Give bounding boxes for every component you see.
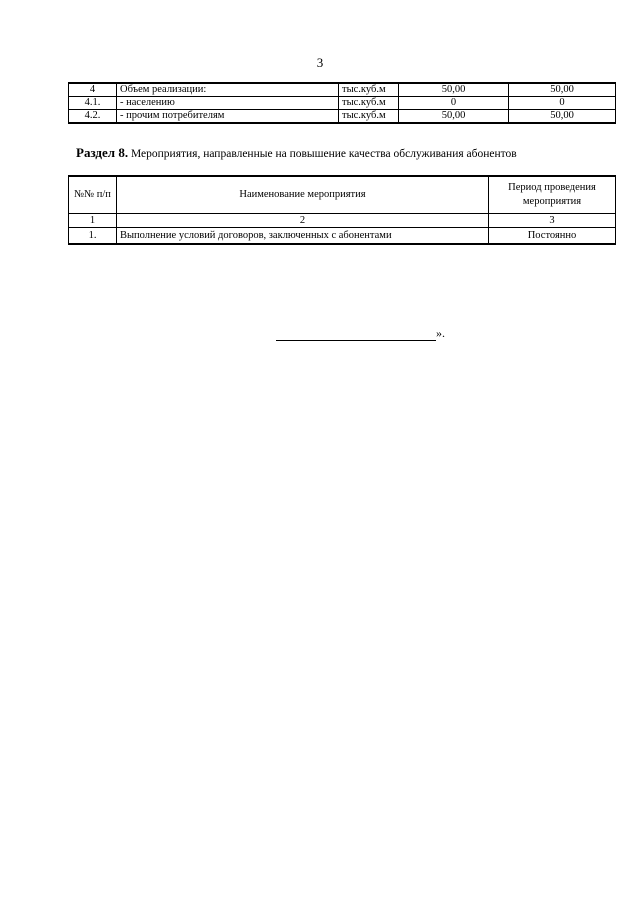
header-period: Период проведения мероприятия — [489, 176, 616, 214]
row-value-2: 0 — [509, 97, 616, 110]
row-value-1: 50,00 — [399, 83, 509, 97]
section-8-heading — [76, 146, 517, 161]
row-name: - прочим потребителям — [117, 110, 339, 124]
row-number: 1. — [69, 228, 117, 245]
row-unit: тыс.куб.м — [339, 110, 399, 124]
row-number: 4.2. — [69, 110, 117, 124]
page-number: 3 — [316, 55, 324, 70]
row-name: Выполнение условий договоров, заключенных с абонентами — [117, 228, 489, 245]
table-row — [69, 110, 616, 124]
table-row — [69, 228, 616, 245]
row-name: Объем реализации: — [117, 83, 339, 97]
row-value-1: 0 — [399, 97, 509, 110]
row-period: Постоянно — [489, 228, 616, 245]
row-number: 4 — [69, 83, 117, 97]
row-value-2: 50,00 — [509, 83, 616, 97]
table-row — [69, 97, 616, 110]
closing-line — [276, 326, 445, 341]
table-row — [69, 83, 616, 97]
closing-quote: ». — [436, 326, 445, 340]
table-header-row — [69, 176, 616, 214]
index-2: 2 — [117, 214, 489, 228]
table-index-row — [69, 214, 616, 228]
row-value-1: 50,00 — [399, 110, 509, 124]
row-name: - населению — [117, 97, 339, 110]
signature-underline — [276, 326, 436, 341]
index-3: 3 — [489, 214, 616, 228]
volume-table — [68, 82, 616, 124]
section-label: Раздел 8. — [76, 145, 129, 160]
row-number: 4.1. — [69, 97, 117, 110]
row-unit: тыс.куб.м — [339, 83, 399, 97]
measures-table — [68, 175, 616, 245]
header-number: №№ п/п — [69, 176, 117, 214]
header-name: Наименование мероприятия — [117, 176, 489, 214]
row-value-2: 50,00 — [509, 110, 616, 124]
row-unit: тыс.куб.м — [339, 97, 399, 110]
index-1: 1 — [69, 214, 117, 228]
section-title-text: Мероприятия, направленные на повышение качества обслуживания абонентов — [130, 148, 517, 160]
